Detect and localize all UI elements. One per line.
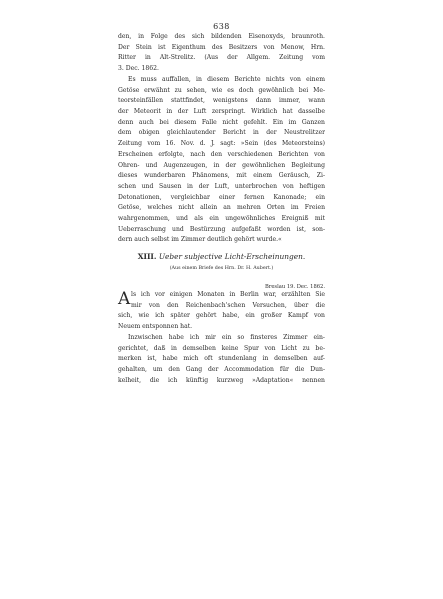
text-line: dern auch selbst im Zimmer deutlich gehört wurde.«: [118, 236, 282, 244]
text-line: Getöse erwähnt zu sehen, wie es doch gewöhnlich bei Me-: [118, 86, 325, 94]
text-line: gerichtet, daß in demselben keine Spur von Licht zu be-: [118, 344, 325, 352]
text-line: wahrgenommen, und als ein ungewöhnliches Ereigniß mit: [118, 214, 325, 222]
text-line: den, in Folge des sich bildenden Eisenoxyds, braunroth.: [118, 33, 325, 40]
text-line: dieses wunderbaren Phänomens, mit einem Geräusch, Zi-: [118, 172, 325, 180]
text-line: mir von den Reichenbach'schen Versuchen, über die: [131, 301, 325, 309]
section-subtitle: (Aus einem Briefe des Hrn. Dr. H. Aubert.): [169, 266, 274, 271]
text-line: Zeitung vom 16. Nov. d. J. sagt: »Sein (des Meteorsteins): [118, 140, 325, 148]
paragraph-dark-room: [118, 333, 325, 386]
page-number: 638: [213, 22, 230, 31]
text-line: Detonationen, vergleichbar einer fernen Kanonade; ein: [118, 193, 325, 201]
text-line: gehalten, um den Gang der Accommodation für die Dun-: [118, 366, 325, 374]
text-line: schen und Sausen in der Luft, unterbrochen von heftigen: [118, 182, 325, 190]
text-line: Neuem entsponnen hat.: [118, 323, 193, 331]
text-line: Ueberraschung und Bestürzung aufgefaßt worden ist, son-: [118, 225, 325, 233]
text-line: der Meteorit in der Luft zerspringt. Wirklich hat dasselbe: [118, 108, 325, 116]
section-heading: [118, 252, 325, 261]
text-line: Getöse, welches nicht allein an mehren Orten im Freien: [118, 204, 325, 212]
text-line: dem obigen gleichlautender Bericht in der Neustrelitzer: [118, 129, 325, 137]
text-line: Inzwischen habe ich mir ein so finsteres Zimmer ein-: [128, 334, 325, 341]
text-line: teorsteinfällen stattfindet, wenigstens dann immer, wann: [118, 97, 325, 105]
text-line: Der Stein ist Eigenthum des Besitzers von Menow, Hrn.: [118, 43, 325, 51]
text-line: 3. Dec. 1862.: [118, 65, 159, 73]
section-title: Ueber subjective Licht-Erscheinungen.: [158, 252, 306, 261]
section-number: XIII.: [137, 252, 157, 261]
paragraph-opening-dropcap: [131, 290, 325, 311]
paragraph-noise-discussion: [118, 75, 325, 246]
text-line: Ritter in Alt-Strelitz. (Aus der Allgem. Zeitung vom: [118, 54, 325, 62]
text-line: merken ist, habe mich oft stundenlang in demselben auf-: [118, 355, 325, 363]
paragraph-meteorite-report: [118, 32, 325, 75]
text-line: sich, wie ich später gehört habe, ein großer Kampf von: [118, 312, 325, 320]
text-line: ls ich vor einigen Monaten in Berlin war, erzählten Sie: [131, 291, 325, 298]
paragraph-opening: [118, 311, 325, 332]
text-line: Ohren- und Augenzeugen, in der gewöhnlichen Begleitung: [118, 161, 325, 169]
text-line: Es muss auffallen, in diesem Berichte nichts von einem: [128, 76, 325, 83]
text-line: denn auch bei diesem Falle nicht gefehlt. Ein im Ganzen: [118, 118, 325, 126]
text-line: kelheit, die ich künftig kurzweg »Adaptation« nennen: [118, 376, 325, 384]
drop-cap: A: [118, 289, 131, 309]
text-line: Erscheinen erfolgte, nach den verschiedenen Berichten von: [118, 150, 325, 158]
dateline: Breslau 19. Dec. 1862.: [265, 284, 325, 290]
